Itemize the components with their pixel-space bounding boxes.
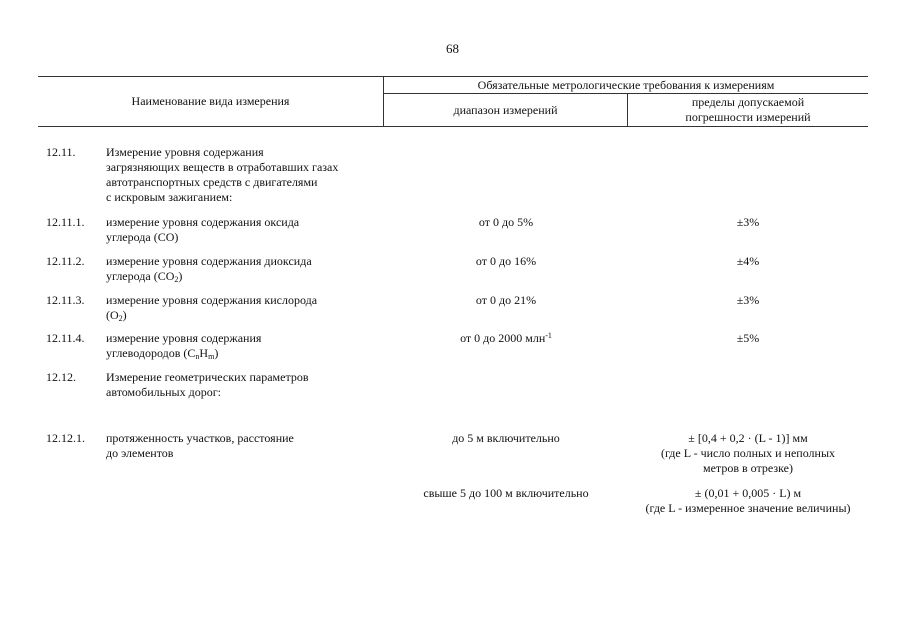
- row-number: 12.11.1.: [46, 215, 85, 229]
- formula-text: H: [199, 346, 209, 360]
- row-error-line: ± [0,4 + 0,2 · (L - 1)] мм: [688, 431, 808, 445]
- row-number: 12.11.: [46, 145, 76, 159]
- row-name-line: измерение уровня содержания кислорода: [106, 293, 318, 307]
- formula-subscript: 2: [174, 275, 179, 284]
- formula-subscript: 2: [118, 314, 123, 323]
- row-name: [106, 370, 391, 400]
- header-col-error-line1: пределы допускаемой: [691, 95, 805, 109]
- row-name-line: измерение уровня содержания: [106, 331, 262, 345]
- page-number: 68: [446, 41, 459, 56]
- row-range: от 0 до 5%: [478, 215, 534, 229]
- formula-text: ): [214, 346, 219, 360]
- row-error-line: ± (0,01 + 0,005 · L) м: [694, 486, 802, 500]
- row-name-line: измерение уровня содержания оксида: [106, 215, 300, 229]
- row-name-line: измерение уровня содержания диоксида: [106, 254, 312, 268]
- row-error: [628, 486, 868, 516]
- range-text: от 0 до 2000 млн: [460, 331, 546, 345]
- row-name-line: автотранспортных средств с двигателями: [106, 175, 318, 189]
- header-col-requirements: Обязательные метрологические требования к измерениям: [477, 78, 775, 92]
- header-col-error: [628, 95, 868, 125]
- row-name: [106, 145, 391, 205]
- header-top-rule: [38, 76, 868, 77]
- row-name-line: автомобильных дорог:: [106, 385, 221, 399]
- row-error: ±3%: [736, 293, 760, 307]
- row-name-line: Измерение геометрических параметров: [106, 370, 309, 384]
- row-number: 12.11.2.: [46, 254, 85, 268]
- row-number: 12.12.1.: [46, 431, 85, 445]
- range-superscript: -1: [545, 331, 552, 340]
- formula-text: ): [122, 308, 127, 322]
- row-name-line: Измерение уровня содержания: [106, 145, 264, 159]
- row-number: 12.12.: [46, 370, 76, 384]
- row-name-line: до элементов: [106, 446, 174, 460]
- row-error-line: метров в отрезке): [703, 461, 793, 475]
- row-error-line: (где L - измеренное значение величины): [645, 501, 851, 515]
- row-error: ±4%: [736, 254, 760, 268]
- row-range: от 0 до 21%: [475, 293, 537, 307]
- row-name: [106, 431, 391, 461]
- header-col-range: диапазон измерений: [453, 103, 558, 117]
- row-error: ±5%: [736, 331, 760, 345]
- row-number: 12.11.3.: [46, 293, 85, 307]
- row-number: 12.11.4.: [46, 331, 85, 345]
- row-error: ±3%: [736, 215, 760, 229]
- formula-text: (O: [106, 308, 119, 322]
- row-name: [106, 331, 391, 361]
- row-name: [106, 293, 391, 323]
- row-name-line: протяженность участков, расстояние: [106, 431, 294, 445]
- header-col-error-line2: погрешности измерений: [685, 110, 811, 124]
- formula-subscript: n: [195, 352, 200, 361]
- row-range: до 5 м включительно: [452, 431, 560, 445]
- header-bottom-rule: [38, 126, 868, 127]
- row-error-line: (где L - число полных и неполных: [660, 446, 836, 460]
- row-name: [106, 215, 391, 245]
- row-name: [106, 254, 391, 284]
- formula-subscript: m: [208, 352, 215, 361]
- row-name-line: с искровым зажиганием:: [106, 190, 233, 204]
- header-col-name: Наименование вида измерения: [131, 94, 290, 108]
- row-name-line: [106, 308, 391, 323]
- row-name-line: [106, 346, 391, 361]
- formula-text: углеводородов (C: [106, 346, 196, 360]
- row-name-line: углерода (CO): [106, 230, 179, 244]
- formula-text: углерода (CO: [106, 269, 175, 283]
- row-range: [384, 331, 628, 346]
- row-error: [628, 431, 868, 476]
- row-name-line: загрязняющих веществ в отработавших газах: [106, 160, 339, 174]
- header-mid-rule: [384, 93, 868, 94]
- formula-text: ): [178, 269, 183, 283]
- row-range: от 0 до 16%: [475, 254, 537, 268]
- row-range: свыше 5 до 100 м включительно: [423, 486, 589, 500]
- row-name-line: [106, 269, 391, 284]
